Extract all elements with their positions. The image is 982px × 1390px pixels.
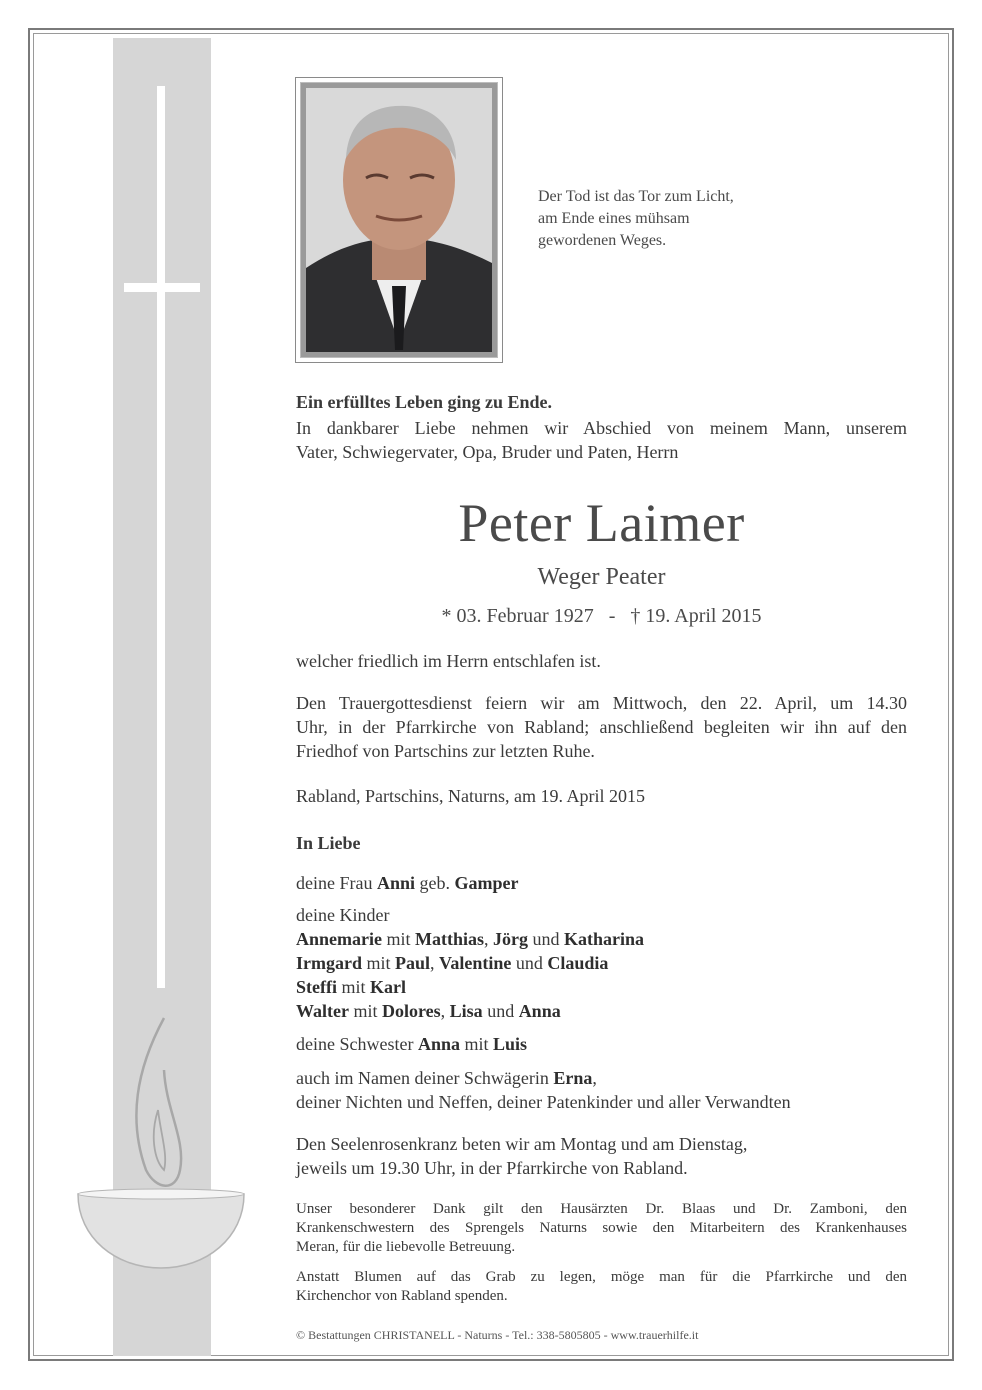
service-line: Friedhof von Partschins zur letzten Ruhe. xyxy=(296,741,595,761)
child-line xyxy=(296,975,907,999)
thanks-block xyxy=(296,1200,907,1257)
text: mit xyxy=(336,977,370,997)
service-line: Uhr, in der Pfarrkirche von Rabland; anschließend begleiten wir ihn auf den xyxy=(296,717,907,737)
wife-maiden-name: Gamper xyxy=(454,873,519,893)
text: und xyxy=(482,1001,519,1021)
partner-name: Karl xyxy=(370,977,406,997)
place-date-line: Rabland, Partschins, Naturns, am 19. April 2015 xyxy=(296,786,645,806)
rosary-line: jeweils um 19.30 Uhr, in der Pfarrkirche von Rabland. xyxy=(296,1158,688,1178)
text: deine Frau xyxy=(296,873,377,893)
text: , xyxy=(440,1001,450,1021)
child-line xyxy=(296,951,907,975)
children-label: deine Kinder xyxy=(296,905,390,925)
deceased-nickname: Weger Peater xyxy=(537,564,666,590)
portrait-frame xyxy=(295,77,503,363)
text: , xyxy=(430,953,440,973)
candle-flame-icon xyxy=(136,1018,181,1186)
text: , xyxy=(592,1068,597,1088)
footer-credit: © Bestattungen CHRISTANELL - Naturns - Tel.: 338-5805805 - www.trauerhilfe.it xyxy=(296,1328,699,1342)
intro-line: In dankbarer Liebe nehmen wir Abschied von meinem Mann, unserem xyxy=(296,418,907,438)
intro-line: Vater, Schwiegervater, Opa, Bruder und Paten, Herrn xyxy=(296,442,679,462)
sister-line xyxy=(296,1032,907,1056)
text: mit xyxy=(362,953,396,973)
rosary-block xyxy=(296,1132,907,1180)
quote-line: gewordenen Weges. xyxy=(538,232,667,249)
grandchild-name: Katharina xyxy=(564,929,645,949)
sister-in-law-name: Erna xyxy=(553,1068,593,1088)
service-line: Den Trauergottesdienst feiern wir am Mittwoch, den 22. April, um 14.30 xyxy=(296,693,907,713)
grandchild-name: Anna xyxy=(518,1001,561,1021)
text: geb. xyxy=(415,873,455,893)
partner-name: Dolores xyxy=(382,1001,441,1021)
intro-heading: Ein erfülltes Leben ging zu Ende. xyxy=(296,392,553,412)
partner-name: Matthias xyxy=(415,929,484,949)
thanks-line: Krankenschwestern des Sprengels Naturns sowie den Mitarbeitern des Krankenhauses xyxy=(296,1220,907,1236)
deceased-name: Peter Laimer xyxy=(458,493,745,553)
wife-name: Anni xyxy=(376,873,416,893)
thanks-line: Meran, für die liebevolle Betreuung. xyxy=(296,1239,516,1255)
quote xyxy=(538,186,798,252)
cross-icon-bar xyxy=(124,283,200,292)
quote-line: Der Tod ist das Tor zum Licht, xyxy=(538,188,734,205)
rosary-line: Den Seelenrosenkranz beten wir am Montag und am Dienstag, xyxy=(296,1134,748,1154)
grandchild-name: Jörg xyxy=(493,929,528,949)
child-name: Annemarie xyxy=(296,929,382,949)
flowers-block xyxy=(296,1268,907,1306)
text: und xyxy=(528,929,564,949)
child-name: Walter xyxy=(296,1001,349,1021)
grandchild-name: Lisa xyxy=(449,1001,483,1021)
child-line xyxy=(296,927,907,951)
portrait-mat xyxy=(300,82,498,358)
text: mit xyxy=(460,1034,494,1054)
cross-icon xyxy=(157,86,165,988)
life-dates: * 03. Februar 1927 - † 19. April 2015 xyxy=(441,605,762,627)
lamp-bowl-icon xyxy=(76,1010,246,1270)
others-line: deiner Nichten und Neffen, deiner Patenkinder und aller Verwandten xyxy=(296,1092,791,1112)
text: , xyxy=(484,929,493,949)
portrait-photo xyxy=(306,88,492,352)
service-block xyxy=(296,691,907,763)
passing-text xyxy=(296,649,907,673)
partner-name: Paul xyxy=(395,953,431,973)
sister-partner-name: Luis xyxy=(493,1034,528,1054)
wife-line xyxy=(296,871,907,895)
place-date xyxy=(296,784,907,808)
text: mit xyxy=(348,1001,382,1021)
mourners-heading: In Liebe xyxy=(296,833,361,853)
flowers-line: Kirchenchor von Rabland spenden. xyxy=(296,1288,508,1304)
passing-line: welcher friedlich im Herrn entschlafen ist. xyxy=(296,651,601,671)
grandchild-name: Claudia xyxy=(547,953,609,973)
text: deine Schwester xyxy=(296,1034,418,1054)
mourners-block xyxy=(296,831,907,1114)
others-line xyxy=(296,1066,907,1090)
sister-name: Anna xyxy=(417,1034,460,1054)
text: auch im Namen deiner Schwägerin xyxy=(296,1068,554,1088)
quote-line: am Ende eines mühsam xyxy=(538,210,690,227)
child-line xyxy=(296,999,907,1023)
child-name: Steffi xyxy=(296,977,337,997)
flowers-line: Anstatt Blumen auf das Grab zu legen, möge man für die Pfarrkirche und den xyxy=(296,1269,907,1285)
text: und xyxy=(511,953,548,973)
grandchild-name: Valentine xyxy=(439,953,512,973)
text: mit xyxy=(381,929,415,949)
intro-block xyxy=(296,390,907,464)
thanks-line: Unser besonderer Dank gilt den Hausärzten Dr. Blaas und Dr. Zamboni, den xyxy=(296,1201,907,1217)
child-name: Irmgard xyxy=(296,953,362,973)
